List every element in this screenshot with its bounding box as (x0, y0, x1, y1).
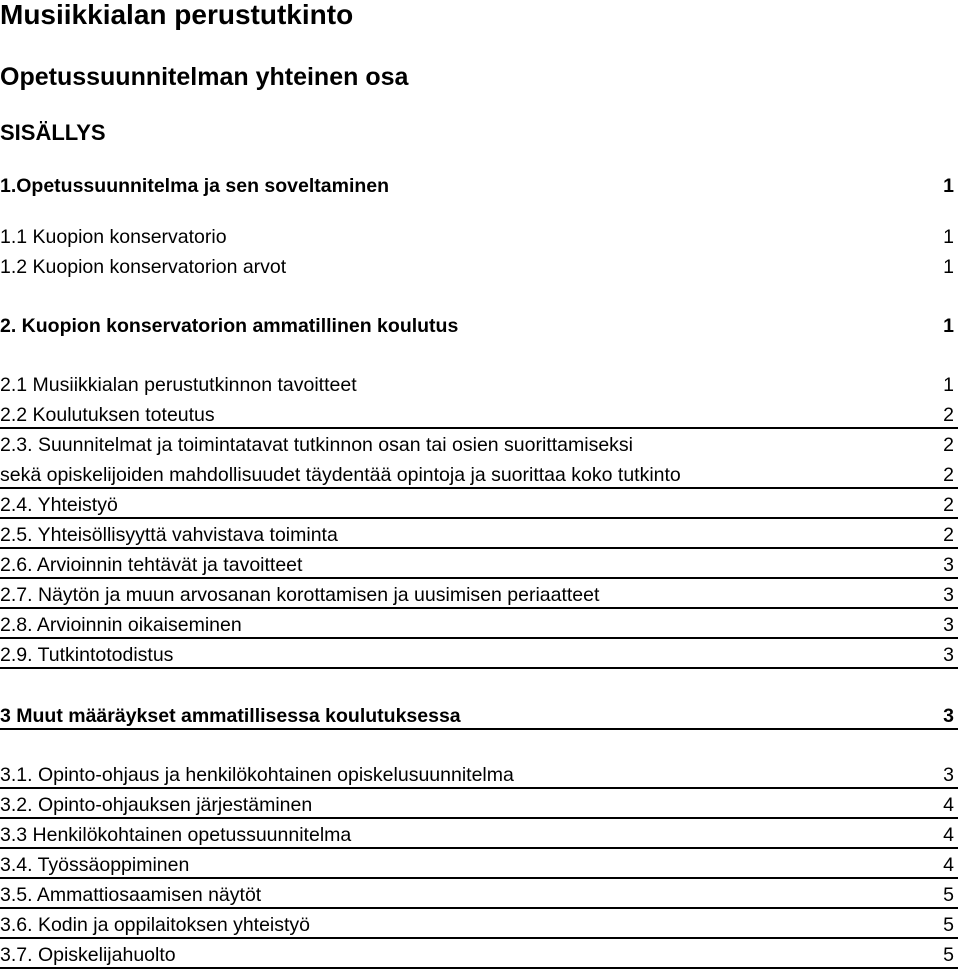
toc-entry-text: 2. Kuopion konservatorion ammatillinen koulutus (0, 315, 459, 337)
toc-entry-text: 2.5. Yhteisöllisyyttä vahvistava toiminta (0, 524, 338, 546)
toc-entry-text: sekä opiskelijoiden mahdollisuudet täydentää opintoja ja suorittaa koko tutkinto (0, 464, 681, 486)
toc-entry-page: 2 (943, 524, 954, 546)
toc-entry-1-2[interactable] (0, 251, 958, 281)
toc-entry-2-5[interactable] (0, 519, 958, 549)
toc-entry-page: 4 (943, 824, 954, 846)
toc-entry-page: 4 (943, 794, 954, 816)
toc-entry-page: 3 (943, 764, 954, 786)
toc-entry-page: 5 (943, 944, 954, 966)
toc-entry-text: 3.6. Kodin ja oppilaitoksen yhteistyö (0, 914, 311, 936)
toc-entry-2-7[interactable] (0, 579, 958, 609)
toc-entry-3[interactable] (0, 700, 958, 730)
toc-entry-3-4[interactable] (0, 849, 958, 879)
toc-entry-2-8[interactable] (0, 609, 958, 639)
toc-entry-3-5[interactable] (0, 879, 958, 909)
toc-entry-1[interactable] (0, 170, 958, 200)
toc-entry-text: 3.1. Opinto-ohjaus ja henkilökohtainen opiskelusuunnitelma (0, 764, 514, 786)
toc-entry-page: 2 (943, 404, 954, 426)
toc-entry-3-1[interactable] (0, 759, 958, 789)
toc-entry-page: 1 (943, 226, 954, 248)
toc-entry-text: 3.5. Ammattiosaamisen näytöt (0, 884, 262, 906)
toc-entry-text: 2.7. Näytön ja muun arvosanan korottamisen ja uusimisen periaatteet (0, 584, 600, 606)
toc-entry-text: 2.3. Suunnitelmat ja toimintatavat tutkinnon osan tai osien suorittamiseksi (0, 434, 634, 456)
toc-entry-page: 2 (943, 464, 954, 486)
toc-entry-text: 3.3 Henkilökohtainen opetussuunnitelma (0, 824, 352, 846)
toc-entry-text: 2.8. Arvioinnin oikaiseminen (0, 614, 242, 636)
toc-entry-text: 2.4. Yhteistyö (0, 494, 118, 516)
toc-entry-page: 1 (943, 315, 954, 337)
toc-entry-text: 2.2 Koulutuksen toteutus (0, 404, 215, 426)
toc-entry-page: 3 (943, 584, 954, 606)
toc-entry-page: 3 (943, 554, 954, 576)
toc-entry-page: 3 (943, 614, 954, 636)
toc-entry-2-3-cont[interactable] (0, 459, 958, 489)
toc-entry-page: 4 (943, 854, 954, 876)
toc-entry-page: 3 (943, 644, 954, 666)
toc-entry-3-2[interactable] (0, 789, 958, 819)
toc-entry-1-1[interactable] (0, 221, 958, 251)
toc-entry-2-2[interactable] (0, 399, 958, 429)
toc-entry-text: 2.6. Arvioinnin tehtävät ja tavoitteet (0, 554, 303, 576)
toc-entry-text: 3.4. Työssäoppiminen (0, 854, 190, 876)
toc-entry-text: 1.Opetussuunnitelma ja sen soveltaminen (0, 175, 390, 197)
toc-entry-3-3[interactable] (0, 819, 958, 849)
toc-entry-text: 3.7. Opiskelijahuolto (0, 944, 176, 966)
document-title: Musiikkialan perustutkinto (0, 0, 354, 30)
toc-entry-page: 2 (943, 434, 954, 456)
toc-entry-page: 2 (943, 494, 954, 516)
toc-entry-text: 2.1 Musiikkialan perustutkinnon tavoitteet (0, 374, 357, 396)
contents-heading: SISÄLLYS (0, 120, 106, 145)
toc-entry-text: 1.2 Kuopion konservatorion arvot (0, 256, 287, 278)
toc-entry-text: 3 Muut määräykset ammatillisessa koulutuksessa (0, 705, 461, 727)
toc-entry-2-1[interactable] (0, 369, 958, 399)
toc-entry-text: 3.2. Opinto-ohjauksen järjestäminen (0, 794, 313, 816)
toc-entry-3-7[interactable] (0, 939, 958, 969)
toc-entry-page: 5 (943, 884, 954, 906)
toc-entry-page: 1 (943, 175, 954, 197)
toc-entry-page: 1 (943, 374, 954, 396)
toc-entry-2-6[interactable] (0, 549, 958, 579)
toc-entry-page: 3 (943, 705, 954, 727)
toc-entry-2-3[interactable] (0, 429, 958, 459)
toc-entry-page: 1 (943, 256, 954, 278)
toc-entry-page: 5 (943, 914, 954, 936)
toc-entry-text: 1.1 Kuopion konservatorio (0, 226, 227, 248)
toc-entry-text: 2.9. Tutkintotodistus (0, 644, 174, 666)
toc-entry-2-4[interactable] (0, 489, 958, 519)
toc-entry-2-9[interactable] (0, 639, 958, 669)
document-subtitle: Opetussuunnitelman yhteinen osa (0, 63, 409, 91)
toc-entry-2[interactable] (0, 310, 958, 340)
toc-entry-3-6[interactable] (0, 909, 958, 939)
